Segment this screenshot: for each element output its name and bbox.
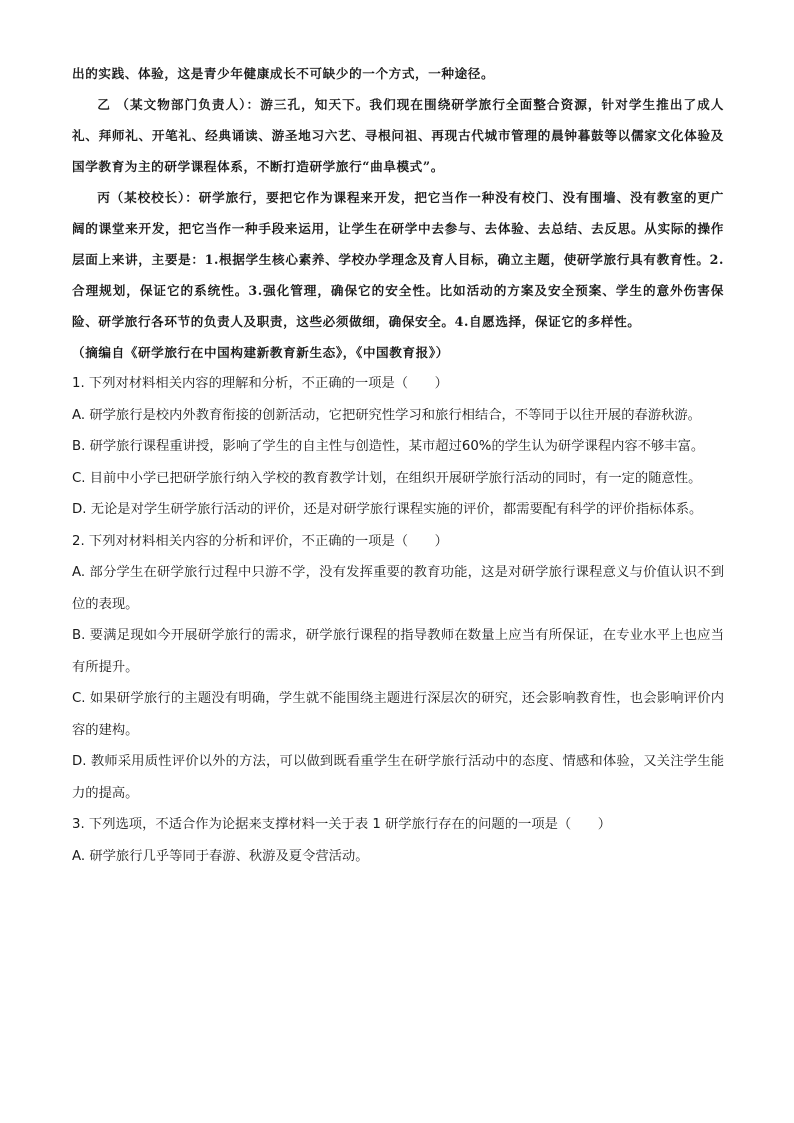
question-2-stem: 2. 下列对材料相关内容的分析和评价，不正确的一项是（ ） [72, 533, 448, 549]
question-3-stem: 3. 下列选项，不适合作为论据来支撑材料一关于表 1 研学旅行存在的问题的一项是（ ） [72, 817, 612, 832]
question-2-option-a: A. 部分学生在研学旅行过程中只游不学，没有发挥重要的教育功能，这是对研学旅行课程意义与价值认识不到位的表现。 [72, 565, 724, 612]
document-page [72, 58, 724, 872]
material-source: （摘编自《研学旅行在中国构建新教育新生态》，《中国教育报》） [72, 345, 449, 360]
question-1-stem: 1. 下列对材料相关内容的理解和分析，不正确的一项是（ ） [72, 376, 448, 391]
question-1-option-c: C. 目前中小学已把研学旅行纳入学校的教育教学计划，在组织开展研学旅行活动的同时，有一定的随意性。 [72, 470, 702, 486]
material-line-top: 出的实践、体验，这是青少年健康成长不可缺少的一个方式，一种途径。 [72, 66, 495, 81]
questions-section [72, 368, 724, 872]
question-3-option-a: A. 研学旅行几乎等同于春游、秋游及夏令营活动。 [72, 848, 369, 864]
question-1-option-b: B. 研学旅行课程重讲授，影响了学生的自主性与创造性，某市超过60%的学生认为研学课程内容不够丰富。 [72, 439, 705, 454]
question-1-option-a: A. 研学旅行是校内外教育衔接的创新活动，它把研究性学习和旅行相结合，不等同于以往开展的春游秋游。 [72, 407, 701, 423]
material-section [72, 58, 724, 368]
question-2-option-d: D. 教师采用质性评价以外的方法，可以做到既看重学生在研学旅行活动中的态度、情感和体验，又关注学生能力的提高。 [72, 754, 724, 801]
material-para-yi: 乙 （某文物部门负责人）：游三孔，知天下。我们现在围绕研学旅行全面整合资源，针对学生推出了成人礼、拜师礼、开笔礼、经典诵读、游圣地习六艺、寻根问祖、再现古代城市管理的晨钟暮鼓等以儒家文化体验及国学教育为主的研学课程体系，不断打造研学旅行“曲阜模式”。 [72, 97, 724, 174]
material-para-bing: 丙（某校校长）：研学旅行，要把它作为课程来开发，把它当作一种没有校门、没有围墙、没有教室的更广阔的课堂来开发，把它当作一种手段来运用，让学生在研学中去参与、去体验、去总结、去反思。从实际的操作层面上来讲，主要是：1.根据学生核心素养、学校办学理念及育人目标，确立主题，使研学旅行具有教育性。2.合理规划，保证它的系统性。3.强化管理，确保它的安全性。比如活动的方案及安全预案、学生的意外伤害保险、研学旅行各环节的负责人及职责，这些必须做细，确保安全。4.自愿选择，保证它的多样性。 [72, 190, 724, 329]
question-2-option-b: B. 要满足现如今开展研学旅行的需求，研学旅行课程的指导教师在数量上应当有所保证，在专业水平上也应当有所提升。 [72, 628, 724, 675]
question-1-option-d: D. 无论是对学生研学旅行活动的评价，还是对研学旅行课程实施的评价，都需要配有科学的评价指标体系。 [72, 502, 703, 517]
question-2-option-c: C. 如果研学旅行的主题没有明确，学生就不能围绕主题进行深层次的研究，还会影响教育性，也会影响评价内容的建构。 [72, 691, 724, 738]
